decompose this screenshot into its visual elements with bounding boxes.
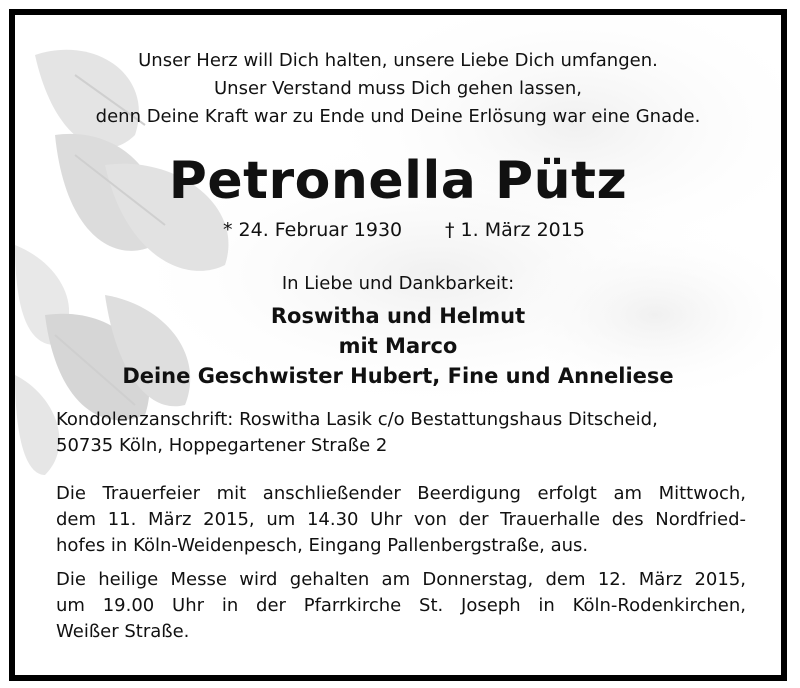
verse-line: Unser Herz will Dich halten, unsere Liebe Dich umfangen. xyxy=(138,50,658,71)
funeral-paragraph xyxy=(56,481,746,559)
birth-date: * 24. Februar 1930 xyxy=(223,219,403,241)
mass-paragraph xyxy=(56,567,746,645)
mass-line: Weißer Straße. xyxy=(56,621,190,642)
condolence-line: 50735 Köln, Hoppegartener Straße 2 xyxy=(56,435,388,456)
verse-line: denn Deine Kraft war zu Ende und Deine Erlösung war eine Gnade. xyxy=(95,106,701,127)
family-mourners xyxy=(15,301,781,391)
funeral-line: dem 11. März 2015, um 14.30 Uhr von der Trauerhalle des Nordfried- xyxy=(56,509,746,530)
death-date: † 1. März 2015 xyxy=(445,219,585,241)
mass-line: um 19.00 Uhr in der Pfarrkirche St. Joseph in Köln-Rodenkirchen, xyxy=(56,595,746,616)
thanks-line: In Liebe und Dankbarkeit: xyxy=(281,273,515,294)
mourner-line: Deine Geschwister Hubert, Fine und Anneliese xyxy=(122,364,674,388)
condolence-line: Kondolenzanschrift: Roswitha Lasik c/o Bestattungshaus Ditscheid, xyxy=(56,409,658,430)
condolence-address xyxy=(56,407,756,459)
obituary-frame xyxy=(9,9,787,681)
mourner-line: Roswitha und Helmut xyxy=(270,304,526,328)
deceased-name: Petronella Pütz xyxy=(168,151,628,211)
mourner-line: mit Marco xyxy=(338,334,458,358)
funeral-line: Die Trauerfeier mit anschließender Beerdigung erfolgt am Mittwoch, xyxy=(56,483,746,504)
verse-line: Unser Verstand muss Dich gehen lassen, xyxy=(214,78,582,99)
funeral-line: hofes in Köln-Weidenpesch, Eingang Pallenbergstraße, aus. xyxy=(56,535,589,556)
mass-line: Die heilige Messe wird gehalten am Donnerstag, dem 12. März 2015, xyxy=(56,569,746,590)
obituary-content xyxy=(15,15,781,675)
verse xyxy=(15,47,781,131)
dates xyxy=(15,219,781,249)
